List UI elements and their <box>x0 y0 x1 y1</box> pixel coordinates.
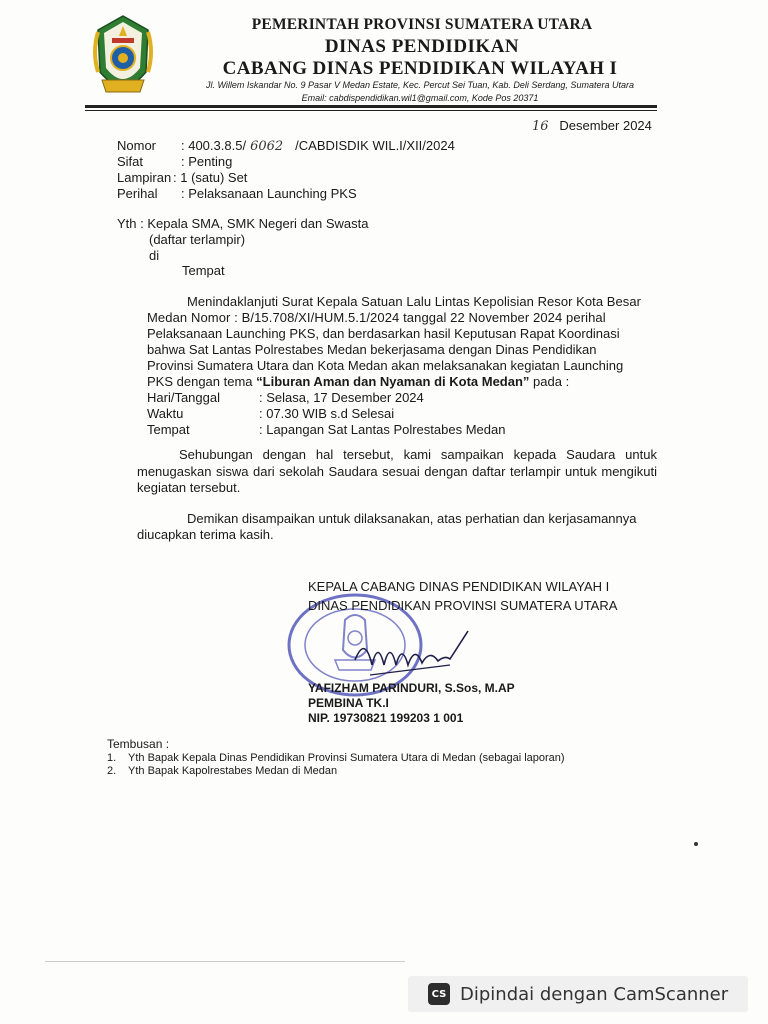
event-theme: “Liburan Aman dan Nyaman di Kota Medan” <box>256 374 530 389</box>
camscanner-text: Dipindai dengan CamScanner <box>460 983 729 1005</box>
para1-theme-line <box>147 374 569 390</box>
signatory-rank: PEMBINA TK.I <box>308 696 389 710</box>
detail-label-time: Waktu <box>147 406 184 421</box>
meta-label-perihal: Perihal <box>117 186 158 201</box>
meta-label-sifat: Sifat <box>117 154 144 169</box>
para1-line1: Menindaklanjuti Surat Kepala Satuan Lalu Lintas Kepolisian Resor Kota Besar <box>187 294 641 309</box>
detail-value-place: : Lapangan Sat Lantas Polrestabes Medan <box>259 422 506 437</box>
cc-item-1-num: 1. <box>107 752 117 764</box>
camscanner-watermark <box>408 976 748 1012</box>
nomor-prefix: : 400.3.8.5/ <box>181 138 247 153</box>
letter-date <box>532 118 652 135</box>
para2: Sehubungan dengan hal tersebut, kami sampaikan kepada Saudara untuk menugaskan siswa dari sekolah Saudara sesuai dengan daftar terlampir untuk mengikuti kegiatan tersebut. <box>137 447 657 495</box>
meta-label-nomor: Nomor <box>117 138 157 153</box>
cc-item-1: Yth Bapak Kepala Dinas Pendidikan Provinsi Sumatera Utara di Medan (sebagai laporan) <box>128 752 565 764</box>
letterhead-branch: CABANG DINAS PENDIDIKAN WILAYAH I <box>222 58 618 79</box>
letterhead-address: Jl. Willem Iskandar No. 9 Pasar V Medan Estate, Kec. Percut Sei Tuan, Kab. Deli Serdang, Sumatera Utara <box>206 80 634 90</box>
para1-line4: bahwa Sat Lantas Polrestabes Medan bekerjasama dengan Dinas Pendidikan <box>147 342 597 357</box>
letterhead-rule-thick <box>85 105 657 108</box>
signatory-name: YAFIZHAM PARINDURI, S.Sos, M.AP <box>308 681 515 695</box>
meta-value-sifat: : Penting <box>181 154 233 169</box>
letterhead-email: Email: cabdispendidikan.wil1@gmail.com, Kode Pos 20371 <box>301 93 539 103</box>
provincial-emblem <box>92 12 154 104</box>
cc-item-2-num: 2. <box>107 765 117 777</box>
para3-line1: Demikan disampaikan untuk dilaksanakan, atas perhatian dan kerjasamannya <box>187 511 637 526</box>
date-day-handwritten: 16 <box>532 119 549 134</box>
nomor-suffix: /CABDISDIK WIL.I/XII/2024 <box>295 138 455 153</box>
meta-label-lampiran: Lampiran <box>117 170 172 185</box>
signature-title1: KEPALA CABANG DINAS PENDIDIKAN WILAYAH I <box>308 579 610 594</box>
signature-title2: DINAS PENDIDIKAN PROVINSI SUMATERA UTARA <box>308 598 618 613</box>
cc-heading: Tembusan : <box>107 737 170 751</box>
detail-value-time: : 07.30 WIB s.d Selesai <box>259 406 395 421</box>
para1-line5: Provinsi Sumatera Utara dan Kota Medan akan melaksanakan kegiatan Launching <box>147 358 624 373</box>
camscanner-icon: CS <box>428 983 450 1005</box>
recipient-line1: Yth : Kepala SMA, SMK Negeri dan Swasta <box>117 216 369 231</box>
cc-item-2: Yth Bapak Kapolrestabes Medan di Medan <box>128 765 338 777</box>
meta-value-nomor <box>181 138 455 155</box>
recipient-line3: di <box>149 248 160 263</box>
meta-value-perihal: : Pelaksanaan Launching PKS <box>181 186 357 201</box>
signatory-nip: NIP. 19730821 199203 1 001 <box>308 711 464 725</box>
detail-label-date: Hari/Tanggal <box>147 390 220 405</box>
scan-mark <box>694 842 698 846</box>
detail-label-place: Tempat <box>147 422 190 437</box>
handwritten-signature <box>350 625 480 685</box>
para3-line2: diucapkan terima kasih. <box>137 527 274 542</box>
letterhead-government: PEMERINTAH PROVINSI SUMATERA UTARA <box>251 16 593 33</box>
letterhead-rule-thin <box>85 110 657 111</box>
theme-suffix: pada : <box>529 374 570 389</box>
date-month-year: Desember 2024 <box>559 118 652 133</box>
para1-line3: Pelaksanaan Launching PKS, dan berdasarkan hasil Keputusan Rapat Koordinasi <box>147 326 620 341</box>
detail-value-date: : Selasa, 17 Desember 2024 <box>259 390 424 405</box>
recipient-line2: (daftar terlampir) <box>149 232 246 247</box>
recipient-line4: Tempat <box>182 263 225 278</box>
para1-line2: Medan Nomor : B/15.708/XI/HUM.5.1/2024 tanggal 22 November 2024 perihal <box>147 310 606 325</box>
letterhead-agency: DINAS PENDIDIKAN <box>324 36 520 57</box>
page-bottom-edge <box>45 961 405 962</box>
meta-value-lampiran: : 1 (satu) Set <box>173 170 248 185</box>
nomor-handwritten: 6062 <box>250 139 284 154</box>
theme-prefix: PKS dengan tema <box>147 374 257 389</box>
